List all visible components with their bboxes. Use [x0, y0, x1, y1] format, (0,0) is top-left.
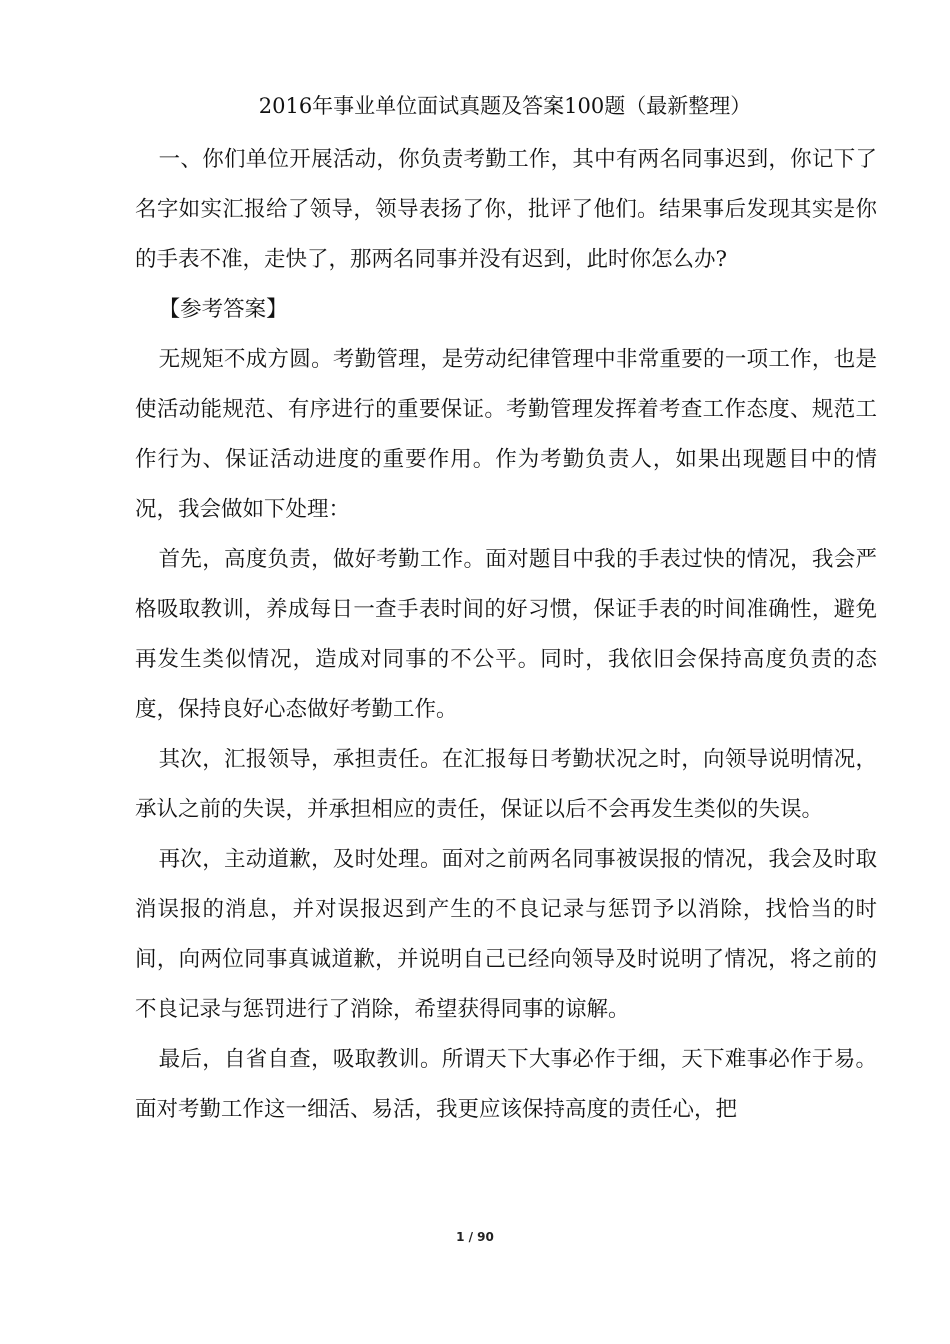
page-number: 1 / 90 — [456, 1230, 494, 1244]
document-body — [135, 135, 877, 1135]
answer-paragraph-last: 最后，自省自查，吸取教训。所谓天下大事必作于细，天下难事必作于易。面对考勤工作这一细活、易活，我更应该保持高度的责任心，把 — [135, 1047, 877, 1122]
answer-heading: 【参考答案】 — [158, 297, 288, 322]
answer-paragraph-intro: 无规矩不成方圆。考勤管理，是劳动纪律管理中非常重要的一项工作，也是使活动能规范、有序进行的重要保证。考勤管理发挥着考查工作态度、规范工作行为、保证活动进度的重要作用。作为考勤负责人，如果出现题目中的情况，我会做如下处理： — [135, 347, 877, 522]
answer-paragraph-first: 首先，高度负责，做好考勤工作。面对题目中我的手表过快的情况，我会严格吸取教训，养成每日一查手表时间的好习惯，保证手表的时间准确性，避免再发生类似情况，造成对同事的不公平。同时，我依旧会保持高度负责的态度，保持良好心态做好考勤工作。 — [135, 547, 877, 722]
answer-paragraph-third: 再次，主动道歉，及时处理。面对之前两名同事被误报的情况，我会及时取消误报的消息，并对误报迟到产生的不良记录与惩罚予以消除，找恰当的时间，向两位同事真诚道歉，并说明自己已经向领导及时说明了情况，将之前的不良记录与惩罚进行了消除，希望获得同事的谅解。 — [135, 847, 877, 1022]
answer-paragraph-second: 其次，汇报领导，承担责任。在汇报每日考勤状况之时，向领导说明情况，承认之前的失误，并承担相应的责任，保证以后不会再发生类似的失误。 — [135, 747, 877, 822]
document-title: 2016年事业单位面试真题及答案100题（最新整理） — [258, 94, 752, 118]
question-paragraph: 一、你们单位开展活动，你负责考勤工作，其中有两名同事迟到，你记下了名字如实汇报给了领导，领导表扬了你，批评了他们。结果事后发现其实是你的手表不准，走快了，那两名同事并没有迟到，此时你怎么办? — [135, 147, 877, 272]
